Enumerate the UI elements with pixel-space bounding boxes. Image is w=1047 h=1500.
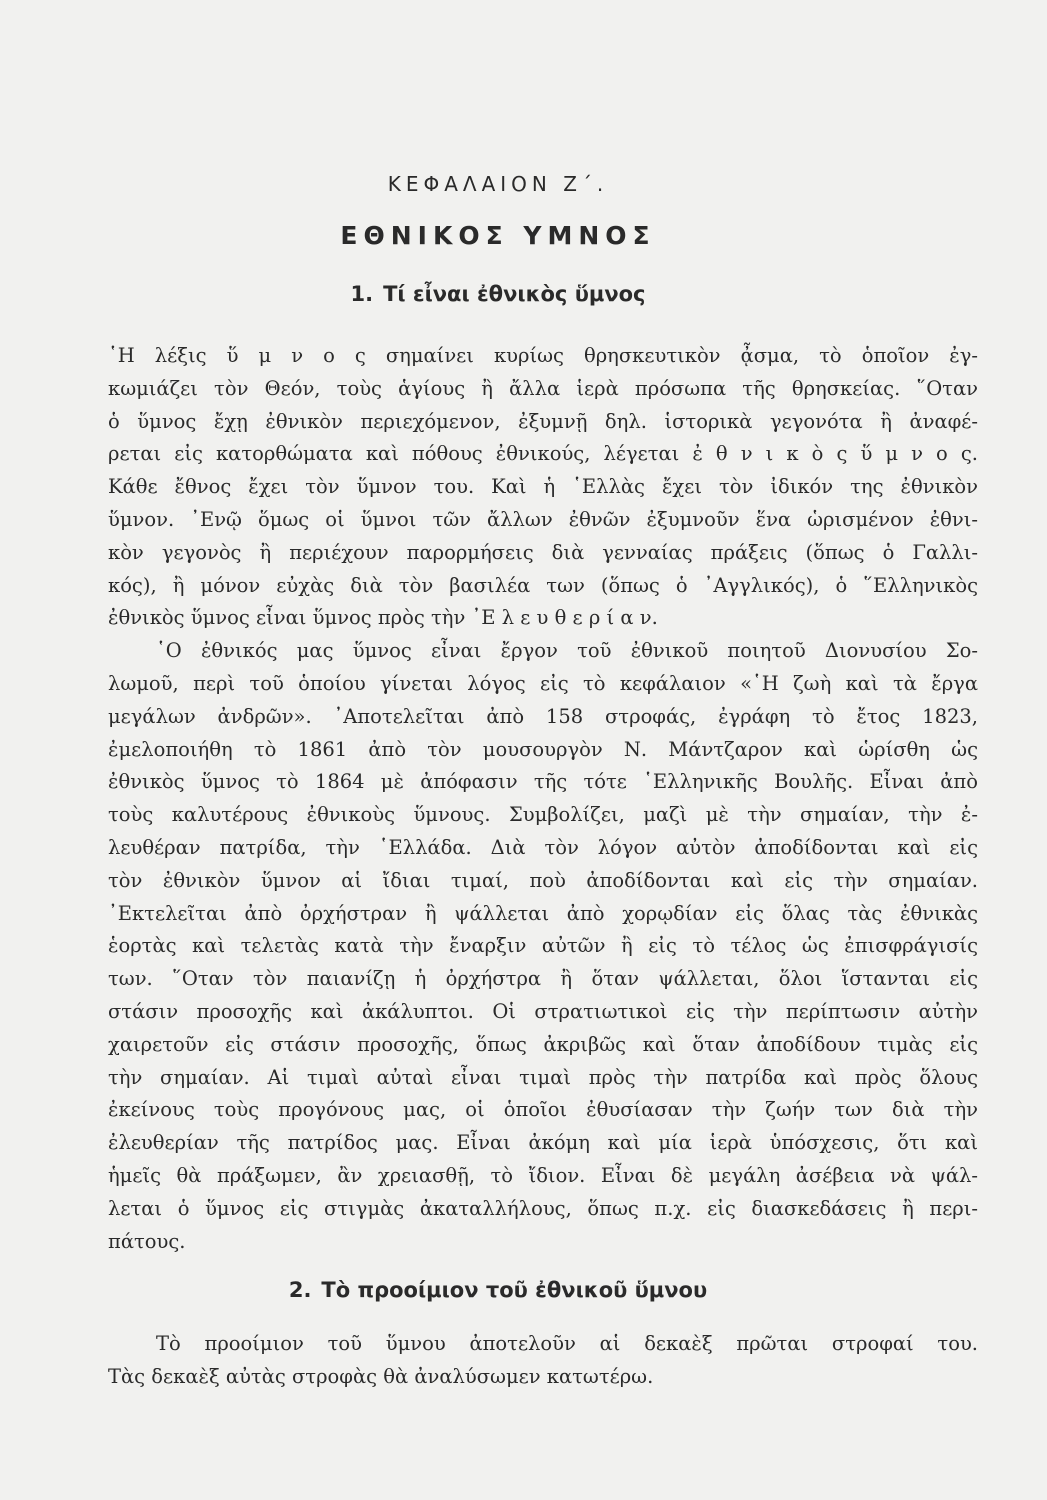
text-line: των. ῞Οταν τὸν παιανίζῃ ἡ ὀρχήστρα ἢ ὅταν ψάλλεται, ὅλοι ἵστανται εἰς bbox=[108, 967, 978, 991]
text-line: χαιρετοῦν εἰς στάσιν προσοχῆς, ὅπως ἀκριβῶς καὶ ὅταν ἀποδίδουν τιμὰς εἰς bbox=[108, 1032, 978, 1056]
text-line: τοὺς καλυτέρους ἐθνικοὺς ὕμνους. Συμβολίζει, μαζὶ μὲ τὴν σημαίαν, τὴν ἐ- bbox=[108, 803, 978, 827]
text-line: ἐκείνους τοὺς προγόνους μας, οἱ ὁποῖοι ἐθυσίασαν τὴν ζωήν των διὰ τὴν bbox=[108, 1098, 978, 1122]
chapter-title: ΕΘΝΙΚΟΣ ΥΜΝΟΣ bbox=[340, 221, 656, 250]
book-page bbox=[108, 0, 978, 1500]
text-line: ὁ ὕμνος ἔχῃ ἐθνικὸν περιεχόμενον, ἐξυμνῇ δηλ. ἱστορικὰ γεγονότα ἢ ἀναφέ- bbox=[108, 409, 978, 433]
text-line: ἑορτὰς καὶ τελετὰς κατὰ τὴν ἔναρξιν αὐτῶν ἢ εἰς τὸ τέλος ὡς ἐπισφράγισίς bbox=[108, 934, 978, 958]
section-2-title: Τὸ προοίμιον τοῦ ἐθνικοῦ ὕμνου bbox=[321, 1278, 708, 1302]
text-line: ῾Η λέξις ὕ μ ν ο ς σημαίνει κυρίως θρησκευτικὸν ᾆσμα, τὸ ὁποῖον ἐγ- bbox=[108, 344, 978, 367]
text-line: ἐθνικὸς ὕμνος τὸ 1864 μὲ ἀπόφασιν τῆς τότε ῾Ελληνικῆς Βουλῆς. Εἶναι ἀπὸ bbox=[108, 770, 978, 794]
text-line: ρεται εἰς κατορθώματα καὶ πόθους ἐθνικούς, λέγεται ἐ θ ν ι κ ὸ ς ὕ μ ν ο ς. bbox=[108, 442, 978, 466]
text-line: τὸν ἐθνικὸν ὕμνον αἱ ἴδιαι τιμαί, ποὺ ἀποδίδονται καὶ εἰς τὴν σημαίαν. bbox=[108, 868, 978, 892]
text-line: μεγάλων ἀνδρῶν». ᾿Αποτελεῖται ἀπὸ 158 στροφάς, ἐγράφη τὸ ἔτος 1823, bbox=[108, 704, 978, 728]
section-2-heading bbox=[108, 1278, 888, 1302]
text-line: κωμιάζει τὸν Θεόν, τοὺς ἁγίους ἢ ἄλλα ἱερὰ πρόσωπα τῆς θρησκείας. ῞Οταν bbox=[108, 376, 978, 400]
section-2-number: 2. bbox=[288, 1278, 312, 1302]
text-line: ἐθνικὸς ὕμνος εἶναι ὕμνος πρὸς τὴν ᾿Ε λ ε υ θ ε ρ ί α ν. bbox=[108, 606, 658, 630]
section-1-number: 1. bbox=[350, 282, 374, 306]
chapter-heading: ΚΕΦΑΛΑΙΟΝ Ζ΄. bbox=[387, 172, 609, 196]
text-line: ἐμελοποιήθη τὸ 1861 ἀπὸ τὸν μουσουργὸν Ν. Μάντζαρον καὶ ὡρίσθη ὡς bbox=[108, 737, 978, 761]
text-line: ῾Ο ἐθνικός μας ὕμνος εἶναι ἔργον τοῦ ἐθνικοῦ ποιητοῦ Διονυσίου Σο- bbox=[156, 639, 978, 663]
text-line: τὴν σημαίαν. Αἱ τιμαὶ αὐταὶ εἶναι τιμαὶ πρὸς τὴν πατρίδα καὶ πρὸς ὅλους bbox=[108, 1065, 978, 1089]
text-line: ἡμεῖς θὰ πράξωμεν, ἂν χρειασθῇ, τὸ ἴδιον. Εἶναι δὲ μεγάλη ἀσέβεια νὰ ψάλ- bbox=[108, 1163, 978, 1187]
text-line: κός), ἢ μόνον εὐχὰς διὰ τὸν βασιλέα των (ὅπως ὁ ᾿Αγγλικός), ὁ ῞Ελληνικὸς bbox=[108, 573, 978, 597]
text-line: πάτους. bbox=[108, 1229, 186, 1253]
text-line: λευθέραν πατρίδα, τὴν ῾Ελλάδα. Διὰ τὸν λόγον αὐτὸν ἀποδίδονται καὶ εἰς bbox=[108, 835, 978, 859]
text-line: Κάθε ἔθνος ἔχει τὸν ὕμνον του. Καὶ ἡ ῾Ελλὰς ἔχει τὸν ἰδικόν της ἐθνικὸν bbox=[108, 475, 978, 499]
section-1-body bbox=[108, 340, 978, 1258]
text-line: στάσιν προσοχῆς καὶ ἀκάλυπτοι. Οἱ στρατιωτικοὶ εἰς τὴν περίπτωσιν αὐτὴν bbox=[108, 999, 978, 1023]
text-line: κὸν γεγονὸς ἢ περιέχουν παρορμήσεις διὰ γενναίας πράξεις (ὅπως ὁ Γαλλι- bbox=[108, 540, 978, 564]
text-line: ἐλευθερίαν τῆς πατρίδος μας. Εἶναι ἀκόμη καὶ μία ἱερὰ ὑπόσχεσις, ὅτι καὶ bbox=[108, 1131, 978, 1155]
section-2-body bbox=[108, 1328, 978, 1394]
text-line: Τὰς δεκαὲξ αὐτὰς στροφὰς θὰ ἀναλύσωμεν κατωτέρω. bbox=[108, 1364, 654, 1388]
text-line: λεται ὁ ὕμνος εἰς στιγμὰς ἀκαταλλήλους, ὅπως π.χ. εἰς διασκεδάσεις ἢ περι- bbox=[108, 1196, 978, 1220]
section-1-heading bbox=[108, 282, 888, 306]
text-line: ᾿Εκτελεῖται ἀπὸ ὀρχήστραν ἢ ψάλλεται ἀπὸ χορῳδίαν εἰς ὅλας τὰς ἐθνικὰς bbox=[108, 901, 978, 925]
text-line: ὕμνον. ᾿Ενῷ ὅμως οἱ ὕμνοι τῶν ἄλλων ἐθνῶν ἐξυμνοῦν ἕνα ὡρισμένον ἐθνι- bbox=[108, 507, 978, 531]
text-line: λωμοῦ, περὶ τοῦ ὁποίου γίνεται λόγος εἰς τὸ κεφάλαιον «῾Η ζωὴ καὶ τὰ ἔργα bbox=[108, 671, 978, 695]
text-line: Τὸ προοίμιον τοῦ ὕμνου ἀποτελοῦν αἱ δεκαὲξ πρῶται στροφαί του. bbox=[156, 1332, 978, 1355]
section-1-title: Τί εἶναι ἐθνικὸς ὕμνος bbox=[383, 282, 646, 306]
